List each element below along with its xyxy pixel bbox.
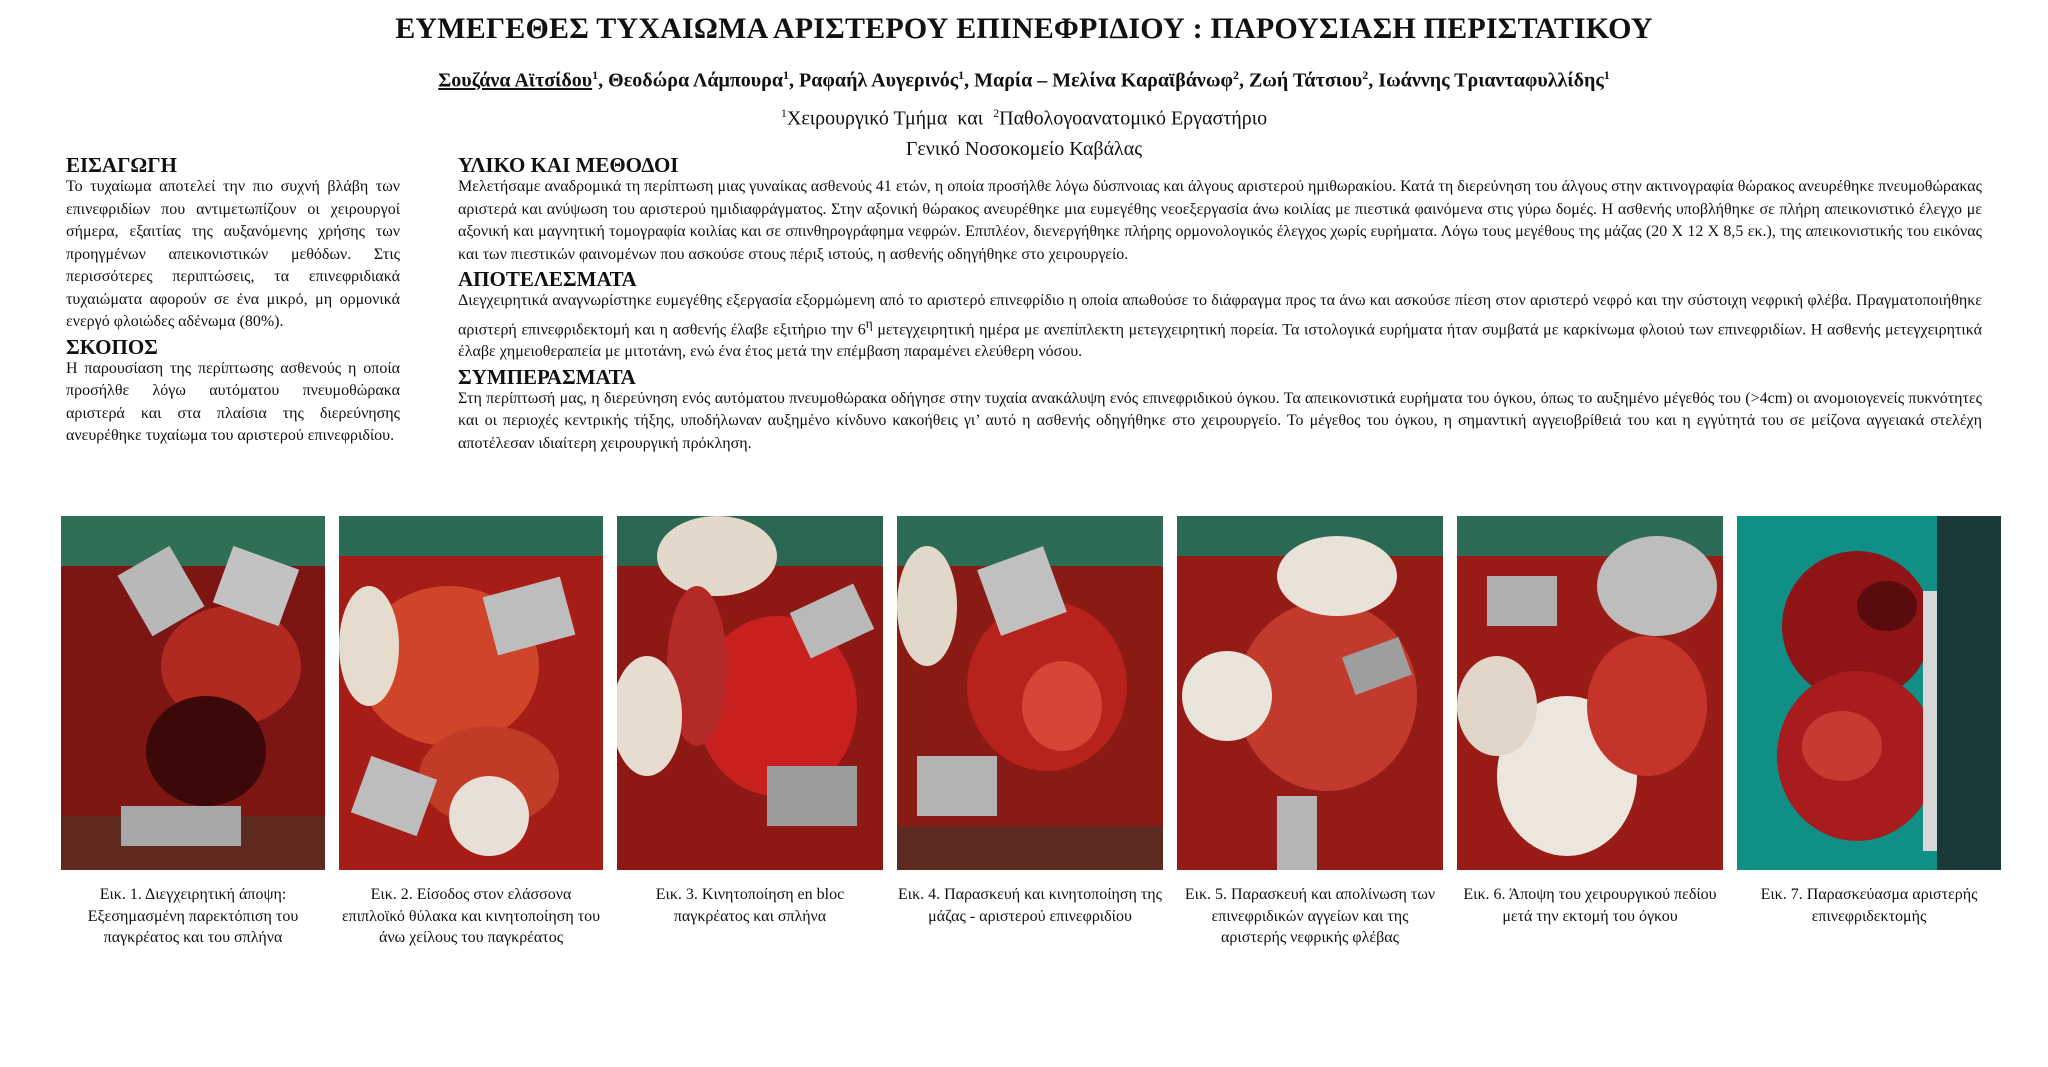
- affil-sup: 2: [993, 105, 1000, 120]
- author-name: Θεοδώρα Λάμπουρα: [608, 69, 784, 92]
- author-sep: ,: [1368, 69, 1379, 92]
- aim-text: Η παρουσίαση της περίπτωσης ασθενούς η οποία προσήλθε λόγω αυτόματου πνευμοθώρακα αριστερά και στα πλαίσια της διερεύνησης ανευρέθηκε τυχαίωμα του αριστερού επινεφριδίου.: [66, 359, 400, 444]
- poster-title: ΕΥΜΕΓΕΘΕΣ ΤΥΧΑΙΩΜΑ ΑΡΙΣΤΕΡΟΥ ΕΠΙΝΕΦΡΙΔΙΟΥ : ΠΑΡΟΥΣΙΑΣΗ ΠΕΡΙΣΤΑΤΙΚΟΥ: [395, 12, 1653, 45]
- aim-heading: ΣΚΟΠΟΣ: [66, 334, 158, 359]
- affil-sup: 1: [780, 105, 787, 120]
- author-name: Μαρία – Μελίνα Καραϊβάνωφ: [974, 69, 1233, 92]
- hospital-name: Γενικό Νοσοκομείο Καβάλας: [905, 138, 1143, 161]
- author-sup: 1: [592, 68, 599, 82]
- figure-4-photo: [897, 516, 1163, 870]
- figure-6-photo: [1457, 516, 1723, 870]
- figure-7-caption: Εικ. 7. Παρασκεύασμα αριστερής επινεφριδεκτομής: [1760, 886, 1978, 925]
- introduction-text: Το τυχαίωμα αποτελεί την πιο συχνή βλάβη των επινεφριδίων που αντιμετωπίζουν οι χειρουργοί σήμερα, εξαιτίας της αυξανόμενης χρήσης των προηγμένων απεικονιστικών μεθόδων. Στις περισσότερες περιπτώσεις, τα επινεφριδιακά τυχαιώματα αφορούν σε ένα μικρό, μη ορμονικά ενεργό φλοιώδες αδένωμα (80%).: [66, 178, 400, 330]
- author-name: Ραφαήλ Αυγερινός: [799, 69, 959, 92]
- author-sup: 2: [1232, 68, 1239, 82]
- figure-7-photo: [1737, 516, 2001, 870]
- author-sep: ,: [1238, 69, 1249, 92]
- author-name: Σουζάνα Αϊτσίδου: [438, 69, 593, 92]
- author-name: Ιωάννης Τριανταφυλλίδης: [1378, 69, 1604, 92]
- author-sup: 1: [1603, 68, 1610, 82]
- surgical-photo-5: [1177, 516, 1443, 870]
- specimen-photo: [1737, 516, 2001, 870]
- poster-header: [0, 10, 2048, 163]
- figure-5-photo: [1177, 516, 1443, 870]
- introduction-heading: ΕΙΣΑΓΩΓΗ: [66, 153, 177, 177]
- right-column: [458, 154, 1982, 457]
- figure-6-caption: Εικ. 6. Άποψη του χειρουργικού πεδίου μετά την εκτομή του όγκου: [1463, 886, 1717, 925]
- figure-2-caption: Εικ. 2. Είσοδος στον ελάσσονα επιπλοϊκό θύλακα και κινητοποίηση του άνω χείλους του παγκρέατος: [341, 886, 601, 946]
- results-heading: ΑΠΟΤΕΛΕΣΜΑΤΑ: [458, 267, 637, 291]
- left-column: [66, 154, 400, 450]
- results-text: [458, 290, 1982, 364]
- affiliations: [0, 100, 2048, 133]
- figure-strip: [61, 516, 2001, 870]
- affiliation-surgery: Χειρουργικό Τμήμα: [786, 107, 948, 130]
- author-sep: ,: [964, 69, 975, 92]
- surgical-photo-2: [339, 516, 603, 870]
- results-sup: η: [865, 315, 873, 331]
- author-sep: ,: [789, 69, 800, 92]
- surgical-photo-3: [617, 516, 883, 870]
- figure-4-caption: Εικ. 4. Παρασκευή και κινητοποίηση της μάζας - αριστερού επινεφριδίου: [897, 886, 1163, 925]
- author-list: [0, 62, 2048, 94]
- figure-2-photo: [339, 516, 603, 870]
- figure-3-photo: [617, 516, 883, 870]
- figure-1-caption: Εικ. 1. Διεγχειρητική άποψη: Εξεσημασμένη παρεκτόπιση του παγκρέατος και του σπλήνα: [87, 886, 299, 946]
- figure-3-caption: Εικ. 3. Κινητοποίηση en bloc παγκρέατος και σπλήνα: [655, 886, 845, 925]
- surgical-photo-1: [61, 516, 325, 870]
- affiliation-and: και: [957, 107, 984, 130]
- figure-1-photo: [61, 516, 325, 870]
- methods-text: Μελετήσαμε αναδρομικά τη περίπτωση μιας γυναίκας ασθενούς 41 ετών, η οποία προσήλθε λόγω δύσπνοιας και άλγους αριστερού ημιθωρακίου. Κατά τη διερεύνηση του άλγους στην ακτινογραφία θώρακος ανευρέθηκε πνευμοθώρακας αριστερά και ανύψωση του αριστερού ημιδιαφράγματος. Στην αξονική θώρακος ανευρέθηκε μια ευμεγέθης νεοεξεργασία άνω κοιλίας με πιεστικά φαινόμενα στις γύρω δομές. Η ασθενής υποβλήθηκε σε πλήρη απεικονιστικό έλεγχο με αξονική και μαγνητική τομογραφία κοιλίας και σε σπινθηρογράφημα νεφρών. Επιπλέον, διενεργήθηκε πλήρης ορμονολογικός έλεγχος χωρίς ευρήματα. Λόγω τους μεγέθους της μάζας (20 Χ 12 Χ 8,5 εκ.), της απεικονιστικής του εικόνας και των πιεστικών φαινομένων που ασκούσε στους πέριξ ιστούς, η ασθενής οδηγήθηκε στο χειρουργείο.: [458, 178, 1982, 263]
- conclusions-heading: ΣΥΜΠΕΡΑΣΜΑΤΑ: [458, 364, 636, 389]
- methods-heading: ΥΛΙΚΟ ΚΑΙ ΜΕΘΟΔΟΙ: [458, 153, 679, 177]
- results-text-part: μετεγχειρητική ημέρα με ανεπίπλεκτη μετεγχειρητική πορεία. Τα ιστολογικά ευρήματα ήταν συμβατά με καρκίνωμα φλοιού των επινεφριδίων. Η ασθενής μετεγχειρητικά έλαβε χημειοθεραπεία με μιτοτάνη, ενώ ένα έτος μετά την επέμβαση παραμένει ελεύθερη νόσου.: [458, 320, 1982, 361]
- results-text-part: Διεγχειρητικά αναγνωρίστηκε ευμεγέθης εξεργασία εξορμώμενη από το αριστερό επινεφρίδιο η οποία απωθούσε το διάφραγμα προς τα άνω και ασκούσε πίεση στον αριστερό νεφρό και την σύστοιχη νεφρική φλέβα. Πραγματοποιήθηκε αριστερή επινεφριδεκτομή και η ασθενής έλαβε εξιτήριο την 6: [458, 292, 1982, 338]
- affiliation-pathology: Παθολογοανατομικό Εργαστήριο: [999, 107, 1268, 130]
- author-sup: 2: [1362, 68, 1369, 82]
- surgical-photo-4: [897, 516, 1163, 870]
- author-sep: ,: [598, 69, 609, 92]
- author-name: Ζωή Τάτσιου: [1248, 69, 1363, 92]
- surgical-photo-6: [1457, 516, 1723, 870]
- figure-5-caption: Εικ. 5. Παρασκευή και απολίνωση των επινεφριδικών αγγείων και της αριστερής νεφρικής φλέβας: [1184, 886, 1436, 946]
- author-sup: 1: [783, 68, 790, 82]
- conclusions-text: Στη περίπτωσή μας, η διερεύνηση ενός αυτόματου πνευμοθώρακα οδήγησε στην τυχαία ανακάλυψη ενός επινεφριδικού όγκου. Τα απεικονιστικά ευρήματα του όγκου, όπως το αυξημένο μέγεθός του (>4cm) οι ανομοιογενείς πυκνότητες και οι περιοχές κεντρικής τήξης, υποδήλωναν αυξημένο κίνδυνο κακοήθεις γι’ αυτό η ασθενής οδηγήθηκε στο χειρουργείο. Το μέγεθος του όγκου, η σημαντική αγγειοβρίθειά του και η εγγύτητά του σε μείζονα αγγειακά στελέχη αποτέλεσαν ιδιαίτερη χειρουργική πρόκληση.: [458, 389, 1982, 452]
- author-sup: 1: [958, 68, 965, 82]
